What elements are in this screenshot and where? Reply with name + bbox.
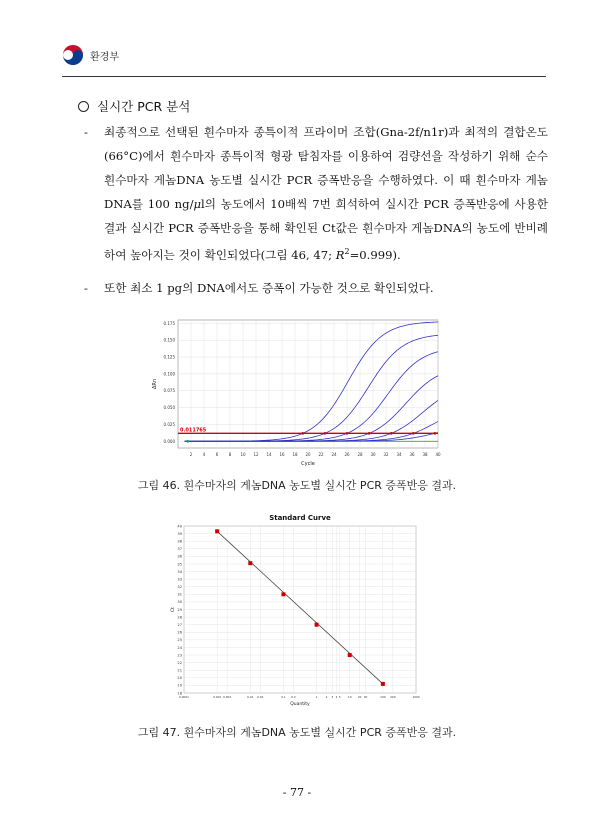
x-tick-label: 0.002	[223, 695, 232, 699]
header-divider	[62, 76, 546, 77]
ct-marker	[368, 432, 371, 435]
x-tick-label: 30	[363, 695, 368, 699]
y-tick-label: 35	[177, 562, 182, 567]
standard-curve-plot	[168, 510, 424, 716]
figure-47-caption: 그림 47. 흰수마자의 게놈DNA 농도별 실시간 PCR 증폭반응 결과.	[137, 726, 457, 739]
x-tick-label: 6	[215, 452, 219, 457]
figure-46-caption: 그림 46. 흰수마자의 게놈DNA 농도별 실시간 PCR 증폭반응 결과.	[137, 479, 457, 492]
x-tick-label: 200	[390, 695, 396, 699]
y-axis-label: ΔRn	[152, 378, 158, 390]
x-tick-label: 32	[383, 452, 389, 457]
section-title-text: 실시간 PCR 분석	[97, 99, 191, 114]
y-tick-label: 38	[177, 539, 182, 544]
data-point	[315, 623, 319, 627]
x-tick-label: 10	[347, 695, 352, 699]
y-tick-label: 0.075	[163, 388, 175, 394]
y-tick-label: 20	[177, 676, 182, 681]
x-tick-label: 20	[357, 695, 362, 699]
ct-marker	[346, 432, 349, 435]
data-point	[215, 529, 219, 533]
x-tick-label: 18	[292, 452, 298, 457]
data-point	[348, 653, 352, 657]
r-symbol: R	[335, 247, 345, 262]
x-tick-label: 24	[331, 452, 337, 457]
x-tick-label: 100	[380, 695, 386, 699]
r-superscript: 2	[344, 247, 350, 256]
paragraph-1-body	[104, 120, 548, 267]
x-tick-label: 14	[266, 452, 272, 457]
dash-bullet: -	[84, 281, 88, 295]
x-tick-label: 1000	[412, 695, 420, 699]
page-number: - 77 -	[282, 786, 312, 799]
circle-bullet-icon	[78, 101, 89, 112]
y-tick-label: 30	[177, 600, 182, 605]
government-logo-icon	[62, 44, 84, 66]
y-tick-label: 37	[177, 547, 182, 552]
x-tick-label: 5	[338, 695, 341, 699]
dash-bullet: -	[84, 125, 88, 139]
y-tick-label: 23	[177, 653, 182, 658]
paragraph-2-text: 또한 최소 1 pg의 DNA에서도 증폭이 가능한 것으로 확인되었다.	[104, 281, 434, 295]
x-tick-label: 0.02	[257, 695, 264, 699]
y-tick-label: 21	[177, 668, 182, 673]
x-tick-label: 1	[315, 695, 318, 699]
data-point	[248, 561, 252, 565]
x-tick-label: 0.1	[281, 695, 286, 699]
ministry-name: 환경부	[90, 51, 119, 63]
paragraph-1-text-c: =0.999).	[349, 247, 401, 262]
x-tick-label: 0.001	[213, 695, 222, 699]
x-tick-label: 40	[435, 452, 441, 457]
y-tick-label: 19	[177, 683, 182, 688]
x-axis-label: Cycle	[301, 461, 315, 467]
x-tick-label: 4	[335, 695, 338, 699]
paragraph-1-text-b: l의 농도에서 10배씩 7번 희석하여 실시간 PCR 증폭반응에 사용한 결과 실시간 PCR 증폭반응을 통해 확인된 Ct값은 흰수마자 게놈DNA의 농도에 반비례하여 높아지는 것이 확인되었다(그림 46, 47;	[104, 197, 549, 262]
page-header	[62, 44, 119, 66]
x-tick-label: 16	[279, 452, 285, 457]
paragraph-1	[84, 120, 548, 267]
data-point	[381, 682, 385, 686]
threshold-label: 0.011765	[180, 427, 207, 434]
x-axis-label: Quantity	[290, 702, 310, 707]
y-tick-label: 22	[177, 660, 182, 665]
x-tick-label: 0.01	[247, 695, 254, 699]
y-tick-label: 39	[177, 531, 182, 536]
x-tick-label: 10	[240, 452, 246, 457]
amplification-plot	[148, 312, 448, 472]
y-tick-label: 0.175	[163, 320, 175, 326]
x-tick-label: 4	[202, 452, 206, 457]
x-tick-label: 36	[409, 452, 415, 457]
ct-marker	[433, 432, 436, 435]
y-tick-label: 0.025	[163, 421, 175, 427]
x-tick-label: 3	[331, 695, 334, 699]
ct-marker	[302, 432, 305, 435]
x-tick-label: 0.0001	[179, 695, 189, 699]
x-tick-label: 12	[253, 452, 259, 457]
x-tick-label: 26	[344, 452, 350, 457]
paragraph-2	[84, 276, 548, 300]
ct-marker	[390, 432, 393, 435]
y-tick-label: 18	[177, 691, 182, 696]
y-tick-label: 26	[177, 630, 182, 635]
y-axis-label: Ct	[171, 607, 176, 612]
x-tick-label: 8	[228, 452, 232, 457]
y-tick-label: 33	[177, 577, 182, 582]
ct-marker	[324, 432, 327, 435]
x-tick-label: 2	[325, 695, 328, 699]
x-tick-label: 28	[357, 452, 363, 457]
x-tick-label: 2	[189, 452, 193, 457]
y-tick-label: 28	[177, 615, 182, 620]
baseline-marker	[186, 440, 189, 443]
x-tick-label: 22	[318, 452, 324, 457]
y-tick-label: 40	[177, 524, 182, 529]
data-point	[281, 592, 285, 596]
y-tick-label: 31	[177, 592, 182, 597]
paragraph-1-text-a: 최종적으로 선택된 흰수마자 종특이적 프라이머 조합(Gna-2f/n1r)과 최적의 결합온도(66°C)에서 흰수마자 종특이적 형광 탐침자를 이용하여 검량선을 작성하기 위해 순수 흰수마자 게놈DNA 농도별 실시간 PCR 증폭반응을 수행하였다. 이 때 흰수마자 게놈DNA를 100 ng/	[104, 125, 548, 211]
y-tick-label: 24	[177, 645, 182, 650]
chart-title: Standard Curve	[269, 514, 331, 522]
y-tick-label: 32	[177, 585, 182, 590]
y-tick-label: 0.125	[163, 354, 175, 360]
y-tick-label: 27	[177, 622, 182, 627]
ct-marker	[412, 432, 415, 435]
y-tick-label: 0.100	[163, 371, 175, 377]
section-title	[78, 97, 190, 115]
y-tick-label: 34	[177, 569, 182, 574]
y-tick-label: 25	[177, 638, 182, 643]
x-tick-label: 20	[305, 452, 311, 457]
y-tick-label: 29	[177, 607, 182, 612]
x-tick-label: 30	[370, 452, 376, 457]
x-tick-label: 38	[422, 452, 428, 457]
y-tick-label: 36	[177, 554, 182, 559]
y-tick-label: 0.150	[163, 337, 175, 343]
mu-symbol: μ	[193, 197, 202, 211]
y-tick-label: 0.000	[163, 438, 175, 444]
y-tick-label: 0.050	[163, 405, 175, 411]
x-tick-label: 0.2	[291, 695, 296, 699]
x-tick-label: 34	[396, 452, 402, 457]
